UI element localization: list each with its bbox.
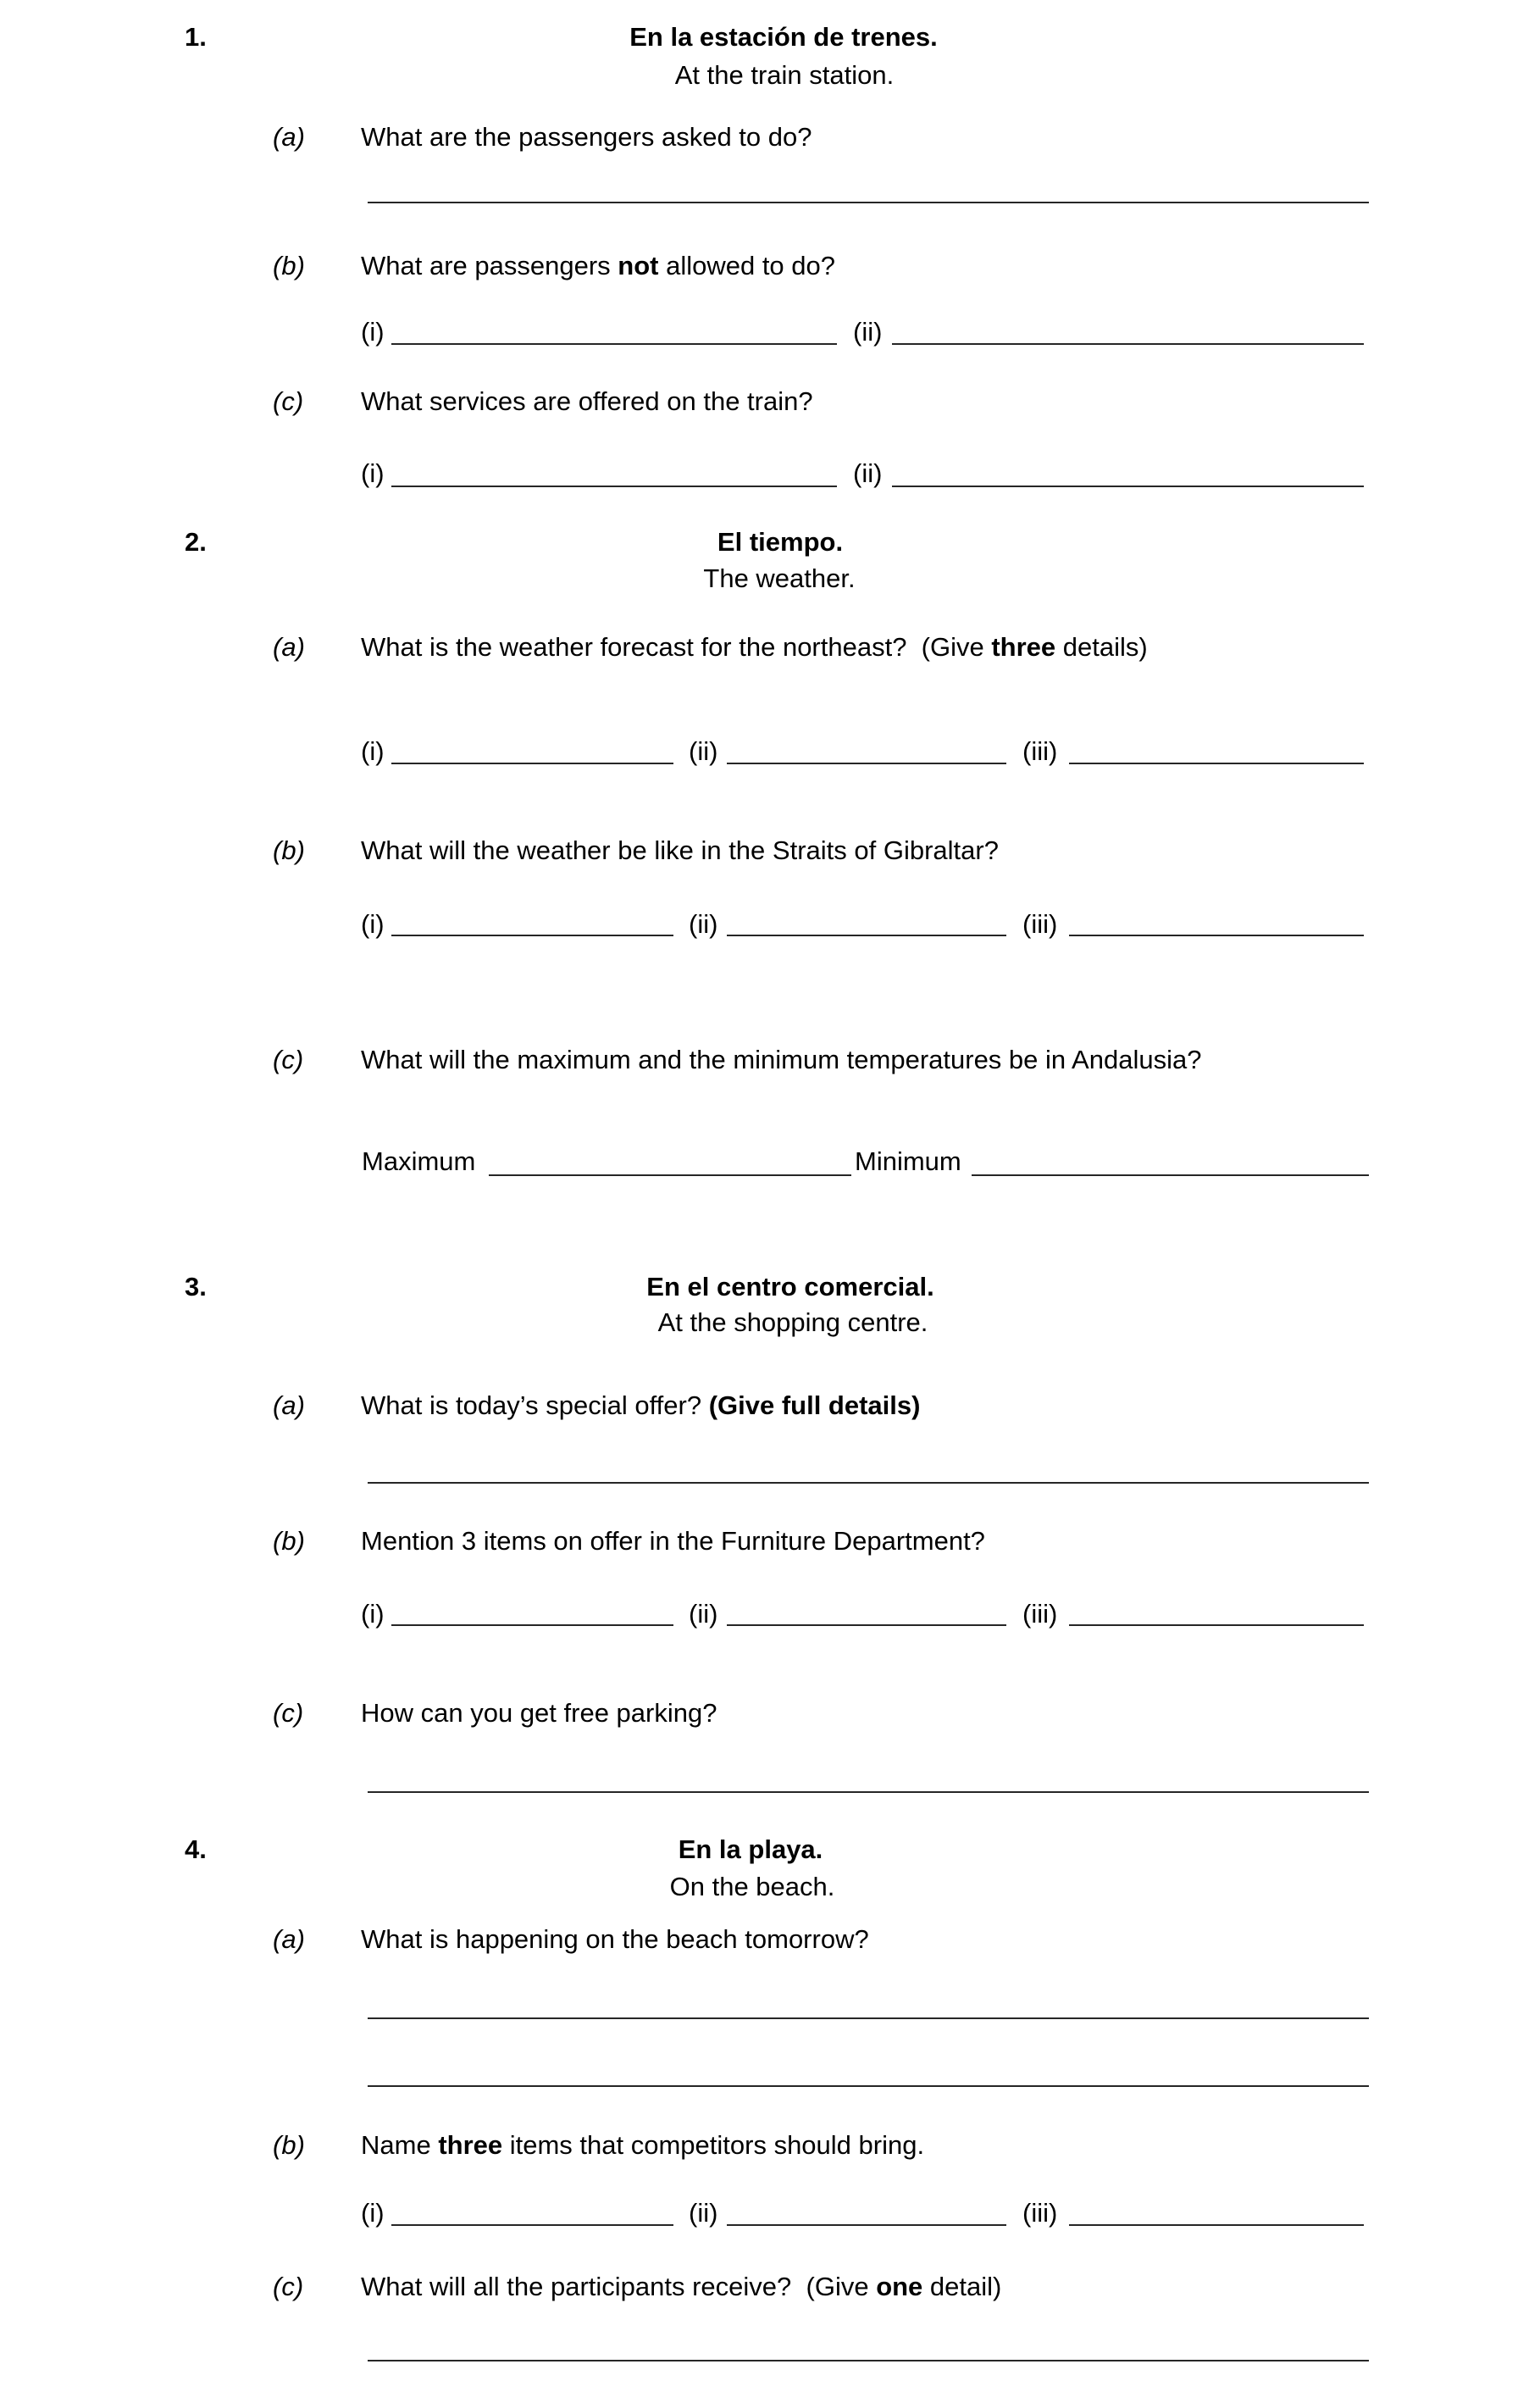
question-text-part: What is the weather forecast for the northeast? (Give [361,632,992,662]
question-text-part: detail) [922,2272,1002,2301]
answer-line [368,2017,1369,2019]
section-2-question-a-text [361,631,1148,663]
question-text-bold: one [876,2272,923,2301]
maximum-label: Maximum [362,1146,476,1176]
blank-label-ii: (ii) [689,909,718,939]
section-2-question-c-text [361,1044,1201,1075]
blank-label-iii: (iii) [1022,736,1058,766]
section-1-question-a-label: (a) [273,122,305,152]
blank-label-i: (i) [361,317,385,347]
question-text-bold: three [438,2130,503,2160]
section-4-number: 4. [185,1834,207,1864]
answer-line [727,2224,1006,2226]
section-4-question-a-text [361,1923,869,1955]
blank-label-ii: (ii) [853,458,883,488]
question-text-part: details) [1055,632,1148,662]
answer-line [391,486,837,487]
section-2-question-b-text [361,835,999,866]
blank-label-ii: (ii) [689,736,718,766]
question-text-part: What will the maximum and the minimum temperatures be in Andalusia? [361,1045,1202,1074]
section-3-question-b-text [361,1525,985,1557]
minimum-label: Minimum [855,1146,961,1176]
blank-label-ii: (ii) [853,317,883,347]
question-text-part: What will all the participants receive? (Give [361,2272,877,2301]
section-2-title-es: El tiempo. [717,527,844,557]
answer-line [368,2085,1369,2087]
answer-line [727,935,1006,936]
section-1-title-es: En la estación de trenes. [629,22,938,52]
blank-label-ii: (ii) [689,1599,718,1629]
section-2-title-en: The weather. [703,563,856,593]
section-2-question-a-label: (a) [273,632,305,662]
section-1-number: 1. [185,22,207,52]
section-2-question-c-label: (c) [273,1045,304,1074]
question-text-part: What services are offered on the train? [361,386,813,416]
section-4-question-a-label: (a) [273,1924,305,1954]
blank-label-i: (i) [361,1599,385,1629]
section-4-question-c-label: (c) [273,2272,304,2301]
section-1-question-c-text [361,386,813,417]
section-1-title-en: At the train station. [674,60,895,90]
answer-line [727,763,1006,764]
answer-line [391,2224,673,2226]
section-3-question-a-label: (a) [273,1390,305,1420]
section-3-number: 3. [185,1272,207,1301]
question-text-part: Mention 3 items on offer in the Furniture Department? [361,1526,985,1556]
blank-label-iii: (iii) [1022,2198,1058,2228]
blank-label-i: (i) [361,909,385,939]
section-2-question-b-label: (b) [273,835,305,865]
section-1-question-c-label: (c) [273,386,304,416]
answer-line [727,1624,1006,1626]
section-4-question-c-text [361,2271,1001,2302]
question-text-part: What is happening on the beach tomorrow? [361,1924,869,1954]
section-1-question-b-text [361,250,835,281]
question-text-part: Name [361,2130,439,2160]
blank-label-ii: (ii) [689,2198,718,2228]
answer-line [391,763,673,764]
section-4-title-en: On the beach. [669,1872,835,1901]
answer-line [368,202,1369,203]
section-1-question-b-label: (b) [273,251,305,280]
answer-line [489,1174,851,1176]
answer-line [892,343,1364,345]
section-3-question-b-label: (b) [273,1526,305,1556]
question-text-part: What are the passengers asked to do? [361,122,812,152]
section-1-question-a-text [361,121,812,153]
answer-line [391,935,673,936]
section-4-question-b-label: (b) [273,2130,305,2160]
blank-label-i: (i) [361,736,385,766]
question-text-part: What will the weather be like in the Straits of Gibraltar? [361,835,999,865]
question-text-part: How can you get free parking? [361,1698,717,1728]
blank-label-iii: (iii) [1022,1599,1058,1629]
section-4-question-b-text [361,2129,924,2161]
section-2-number: 2. [185,527,207,557]
answer-line [1069,2224,1364,2226]
section-3-title-en: At the shopping centre. [657,1307,928,1337]
answer-line [892,486,1364,487]
question-text-part: What is today’s special offer? [361,1390,709,1420]
question-text-part: allowed to do? [658,251,836,280]
answer-line [391,1624,673,1626]
blank-label-i: (i) [361,2198,385,2228]
question-text-bold: three [991,632,1056,662]
question-text-bold: (Give full details) [708,1390,921,1420]
question-text-part: items that competitors should bring. [502,2130,925,2160]
answer-line [368,1791,1369,1793]
answer-line [368,1482,1369,1484]
blank-label-i: (i) [361,458,385,488]
answer-line [1069,935,1364,936]
section-3-question-c-text [361,1697,717,1729]
section-3-title-es: En el centro comercial. [646,1272,934,1301]
question-text-part: What are passengers [361,251,618,280]
section-3-question-a-text [361,1390,920,1421]
section-3-question-c-label: (c) [273,1698,304,1728]
answer-line [368,2360,1369,2361]
question-text-bold: not [618,251,659,280]
answer-line [1069,763,1364,764]
blank-label-iii: (iii) [1022,909,1058,939]
answer-line [1069,1624,1364,1626]
answer-line [972,1174,1369,1176]
answer-line [391,343,837,345]
section-4-title-es: En la playa. [678,1834,823,1864]
